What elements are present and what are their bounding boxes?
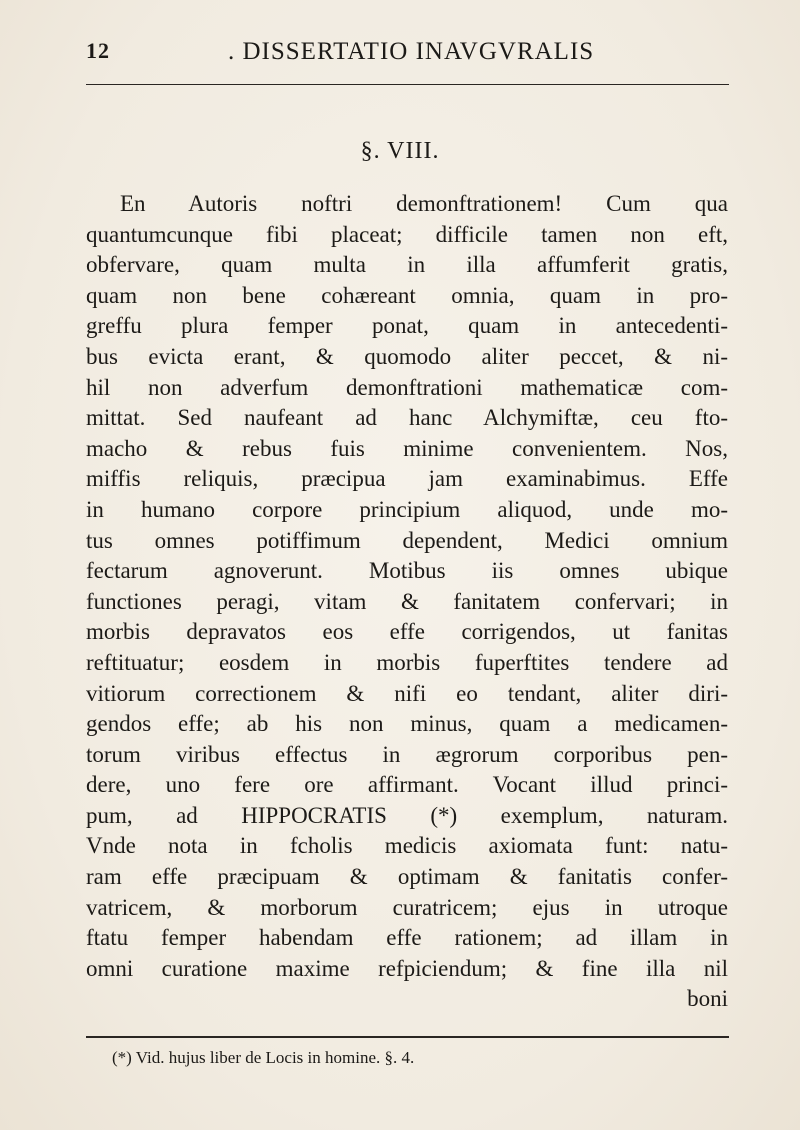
header-rule [86,84,729,85]
text-line: reftituatur; eosdem in morbis fuperftites tendere ad [86,649,728,675]
body-text [86,189,728,1015]
catchword: boni [687,986,728,1012]
text-line: mittat. Sed naufeant ad hanc Alchymiftæ, ceu fto- [86,405,728,431]
text-line: bus evicta erant, & quomodo aliter peccet, & ni- [86,343,728,369]
text-line: obfervare, quam multa in illa affumferit gratis, [86,252,728,278]
footnote: (*) Vid. hujus liber de Locis in homine. §. 4. [112,1048,415,1067]
text-line: vitiorum correctionem & nifi eo tendant, aliter diri- [86,680,728,706]
text-line: ram effe præcipuam & optimam & fanitatis confer- [86,864,728,890]
text-line: tus omnes potiffimum dependent, Medici omnium [86,527,728,553]
text-line: ftatu femper habendam effe rationem; ad illam in [86,925,728,951]
text-line: dere, uno fere ore affirmant. Vocant illud princi- [86,772,728,798]
page-header [86,38,726,78]
text-line: Vnde nota in fcholis medicis axiomata funt: natu- [86,833,728,859]
text-line: in humano corpore principium aliquod, unde mo- [86,496,728,522]
text-line: gendos effe; ab his non minus, quam a medicamen- [86,711,728,737]
text-line: quam non bene cohæreant omnia, quam in pro- [86,282,728,308]
text-line: En Autoris noftri demonftrationem! Cum qua [120,191,728,216]
text-line: quantumcunque fibi placeat; difficile tamen non eft, [86,221,728,247]
running-title: . DISSERTATIO INAVGVRALIS [228,38,595,65]
text-line: greffu plura femper ponat, quam in antecedenti- [86,313,728,339]
text-line: pum, ad HIPPOCRATIS (*) exemplum, naturam. [86,802,728,828]
footnote-rule [86,1036,729,1038]
text-line: fectarum agnoverunt. Motibus iis omnes ubique [86,558,728,584]
section-heading: §. VIII. [360,138,440,164]
text-line: macho & rebus fuis minime convenientem. Nos, [86,435,728,461]
text-line: functiones peragi, vitam & fanitatem confervari; in [86,588,728,614]
text-line: morbis depravatos eos effe corrigendos, ut fanitas [86,619,728,645]
text-line: omni curatione maxime refpiciendum; & fine illa nil [86,955,728,981]
text-line: miffis reliquis, præcipua jam examinabimus. Effe [86,466,728,492]
text-line: hil non adverfum demonftrationi mathematicæ com- [86,374,728,400]
text-line: torum viribus effectus in ægrorum corporibus pen- [86,741,728,767]
text-line: vatricem, & morborum curatricem; ejus in utroque [86,894,728,920]
page-number: 12 [86,38,110,63]
